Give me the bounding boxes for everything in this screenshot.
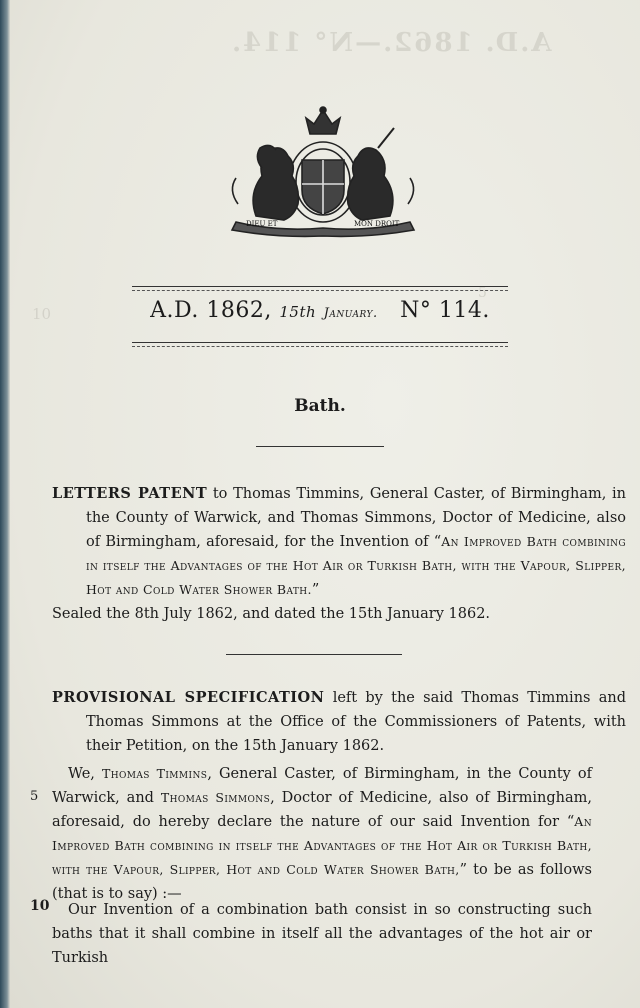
letters-patent-paragraph	[52, 482, 626, 602]
anno-domini: A.D. 1862,	[150, 298, 272, 323]
letters-patent-invention: An Improved Bath combining in itself the Advantages of the Hot Air or Turkish Bath, with the Vapour, Slipper, Hot and Cold Water Shower Bath.	[86, 534, 627, 597]
patent-month: January.	[323, 306, 378, 321]
royal-coat-of-arms	[218, 104, 428, 238]
provisional-paragraph	[52, 686, 626, 758]
body-invention-title: An Improved Bath combining in itself the Advantages of the Hot Air or Turkish Bath, with the Vapour, Slipper, Hot and Cold Water Shower Bath,	[52, 814, 592, 877]
body-paragraph-2: Our Invention of a combination bath consist in so constructing such baths that it shall combine in itself all the advantages of the hot air or Turkish	[52, 902, 592, 966]
provisional-text: left by the said Thomas Timmins and Thomas Simmons at the Office of the Commissioners of Patents, with their Petition, on the 15th January 1862.	[86, 690, 626, 754]
bleed-through-mark: 10	[32, 305, 52, 323]
line-number-10: 10	[30, 898, 50, 914]
motto-left: DIEU ET	[246, 220, 278, 228]
bleed-through-text: A.D. 1862.—N° 114.	[230, 28, 552, 58]
rule-bottom	[132, 342, 508, 343]
letters-patent-lead: LETTERS PATENT	[52, 485, 208, 502]
letters-patent-close: ”	[311, 582, 320, 598]
body-text-b: , General Caster, of Birmingham, in the County of Warwick, and	[52, 766, 592, 806]
body-paragraph-1	[52, 762, 592, 906]
patent-number: N° 114.	[400, 298, 490, 323]
letters-patent-text: to Thomas Timmins, General Caster, of Birmingham, in the County of Warwick, and Thomas Simmons, Doctor of Medicine, also of Birmingham, aforesaid, for the Invention of “	[86, 486, 626, 550]
provisional-lead: PROVISIONAL SPECIFICATION	[52, 689, 325, 706]
line-number-5: 5	[30, 789, 39, 804]
motto-right: MON DROIT	[354, 220, 400, 228]
bleed-through-mark-right: 5	[478, 285, 487, 301]
rule-title	[256, 446, 384, 447]
sealed-line: Sealed the 8th July 1862, and dated the 15th January 1862.	[52, 606, 491, 622]
book-spine-edge	[0, 0, 10, 1008]
inventor-name-2: Thomas Simmons	[160, 790, 271, 805]
patent-day: 15th	[279, 303, 317, 321]
body-text-c: , Doctor of Medicine, also of Birmingham, aforesaid, do hereby declare the nature of our said Invention for “	[52, 790, 592, 830]
inventor-name-1: Thomas Timmins	[101, 766, 208, 781]
rule-top	[132, 286, 508, 287]
body-text-a: We,	[68, 766, 102, 782]
patent-heading	[0, 298, 640, 323]
document-title: Bath.	[294, 396, 346, 416]
body-text-d: ” to be as follows (that is to say) :—	[52, 862, 592, 902]
rule-section	[226, 654, 402, 655]
